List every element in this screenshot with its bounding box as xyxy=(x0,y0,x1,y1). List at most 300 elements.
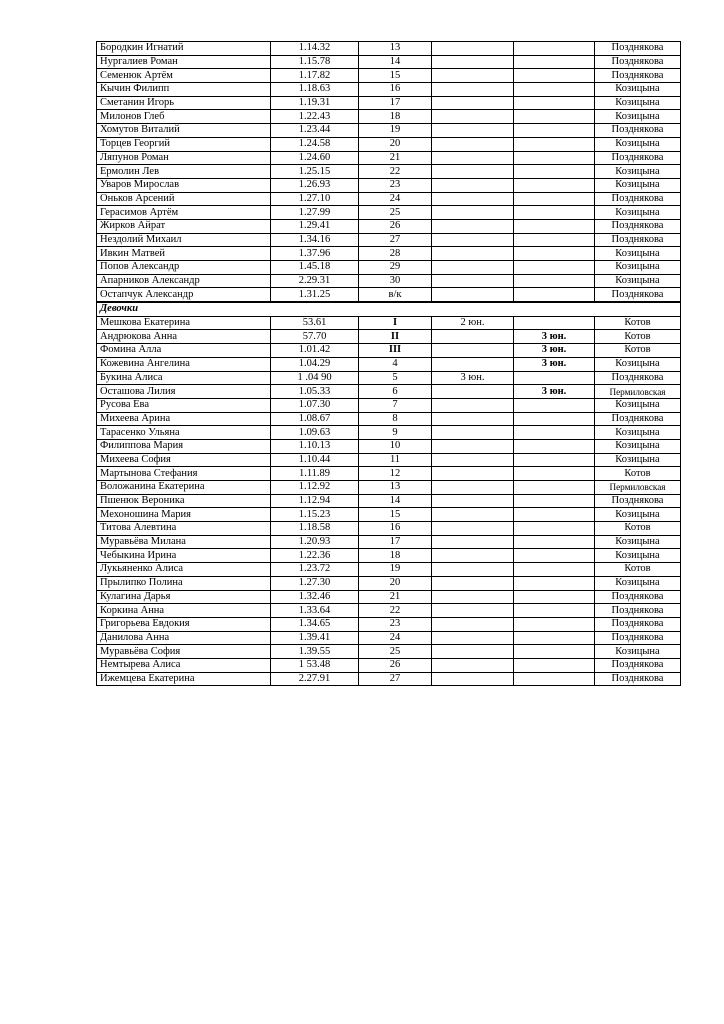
rank-day2-cell xyxy=(514,453,595,467)
coach-cell: Позднякова xyxy=(595,672,681,686)
place-cell: I xyxy=(359,316,432,330)
result-time-cell: 1.32.46 xyxy=(271,590,359,604)
result-time-cell: 1.14.32 xyxy=(271,42,359,56)
result-time-cell: 1.24.60 xyxy=(271,151,359,165)
coach-cell: Позднякова xyxy=(595,288,681,302)
rank-day1-cell xyxy=(432,192,514,206)
athlete-name-cell: Остапчук Александр xyxy=(97,288,271,302)
rank-day1-cell xyxy=(432,357,514,371)
rank-day2-cell: 3 юн. xyxy=(514,344,595,358)
place-cell: 17 xyxy=(359,96,432,110)
place-cell: 24 xyxy=(359,192,432,206)
coach-cell: Козицына xyxy=(595,576,681,590)
table-row xyxy=(97,412,681,426)
table-row xyxy=(97,453,681,467)
rank-day1-cell xyxy=(432,617,514,631)
rank-day2-cell xyxy=(514,274,595,288)
result-time-cell: 1.15.78 xyxy=(271,55,359,69)
result-time-cell: 1.20.93 xyxy=(271,535,359,549)
rank-day1-cell xyxy=(432,576,514,590)
result-time-cell: 2.27.91 xyxy=(271,672,359,686)
place-cell: 25 xyxy=(359,206,432,220)
athlete-name-cell: Чебыкина Ирина xyxy=(97,549,271,563)
place-cell: в/к xyxy=(359,288,432,302)
table-row xyxy=(97,192,681,206)
rank-day2-cell xyxy=(514,124,595,138)
table-row xyxy=(97,467,681,481)
place-cell: 13 xyxy=(359,42,432,56)
section-label: Девочки xyxy=(97,302,681,316)
result-time-cell: 1.37.96 xyxy=(271,247,359,261)
coach-cell: Позднякова xyxy=(595,151,681,165)
rank-day1-cell xyxy=(432,590,514,604)
table-row xyxy=(97,672,681,686)
coach-cell: Котов xyxy=(595,316,681,330)
result-time-cell: 1.22.36 xyxy=(271,549,359,563)
coach-cell: Козицына xyxy=(595,137,681,151)
result-time-cell: 1.45.18 xyxy=(271,261,359,275)
table-row xyxy=(97,617,681,631)
place-cell: 29 xyxy=(359,261,432,275)
place-cell: 20 xyxy=(359,137,432,151)
result-time-cell: 1.27.99 xyxy=(271,206,359,220)
result-time-cell: 1.34.16 xyxy=(271,233,359,247)
place-cell: 5 xyxy=(359,371,432,385)
rank-day2-cell: 3 юн. xyxy=(514,357,595,371)
athlete-name-cell: Коркина Анна xyxy=(97,604,271,618)
result-time-cell: 1.18.63 xyxy=(271,83,359,97)
rank-day2-cell xyxy=(514,439,595,453)
rank-day2-cell xyxy=(514,535,595,549)
result-time-cell: 57.70 xyxy=(271,330,359,344)
athlete-name-cell: Ижемцева Екатерина xyxy=(97,672,271,686)
place-cell: II xyxy=(359,330,432,344)
coach-cell: Позднякова xyxy=(595,233,681,247)
result-time-cell: 1.10.13 xyxy=(271,439,359,453)
table-row xyxy=(97,165,681,179)
athlete-name-cell: Милонов Глеб xyxy=(97,110,271,124)
rank-day1-cell xyxy=(432,110,514,124)
rank-day2-cell xyxy=(514,494,595,508)
rank-day1-cell xyxy=(432,151,514,165)
rank-day2-cell xyxy=(514,247,595,261)
rank-day2-cell xyxy=(514,316,595,330)
coach-cell: Козицына xyxy=(595,645,681,659)
result-time-cell: 1.39.55 xyxy=(271,645,359,659)
result-time-cell: 1.15.23 xyxy=(271,508,359,522)
coach-cell: Козицына xyxy=(595,439,681,453)
coach-cell: Котов xyxy=(595,563,681,577)
athlete-name-cell: Апарников Александр xyxy=(97,274,271,288)
coach-cell: Козицына xyxy=(595,165,681,179)
rank-day2-cell xyxy=(514,69,595,83)
result-time-cell: 1.39.41 xyxy=(271,631,359,645)
rank-day1-cell xyxy=(432,274,514,288)
result-time-cell: 1 .04 90 xyxy=(271,371,359,385)
table-row xyxy=(97,55,681,69)
rank-day1-cell xyxy=(432,178,514,192)
place-cell: 15 xyxy=(359,508,432,522)
table-row xyxy=(97,344,681,358)
place-cell: 6 xyxy=(359,385,432,399)
athlete-name-cell: Букина Алиса xyxy=(97,371,271,385)
rank-day1-cell xyxy=(432,631,514,645)
athlete-name-cell: Кычин Филипп xyxy=(97,83,271,97)
result-time-cell: 1.09.63 xyxy=(271,426,359,440)
place-cell: III xyxy=(359,344,432,358)
place-cell: 23 xyxy=(359,178,432,192)
rank-day1-cell xyxy=(432,426,514,440)
place-cell: 21 xyxy=(359,151,432,165)
rank-day1-cell xyxy=(432,55,514,69)
result-time-cell: 1.25.15 xyxy=(271,165,359,179)
athlete-name-cell: Сметанин Игорь xyxy=(97,96,271,110)
athlete-name-cell: Воложанина Екатерина xyxy=(97,481,271,495)
result-time-cell: 1.08.67 xyxy=(271,412,359,426)
result-time-cell: 1.26.93 xyxy=(271,178,359,192)
table-row xyxy=(97,439,681,453)
coach-cell: Козицына xyxy=(595,535,681,549)
rank-day2-cell xyxy=(514,137,595,151)
rank-day2-cell xyxy=(514,467,595,481)
rank-day2-cell xyxy=(514,645,595,659)
rank-day1-cell xyxy=(432,494,514,508)
table-row xyxy=(97,645,681,659)
rank-day2-cell xyxy=(514,192,595,206)
rank-day1-cell xyxy=(432,522,514,536)
coach-cell: Козицына xyxy=(595,83,681,97)
rank-day1-cell xyxy=(432,385,514,399)
rank-day2-cell xyxy=(514,206,595,220)
table-row xyxy=(97,288,681,302)
rank-day1-cell xyxy=(432,439,514,453)
place-cell: 16 xyxy=(359,83,432,97)
coach-cell: Козицына xyxy=(595,247,681,261)
place-cell: 27 xyxy=(359,233,432,247)
table-row xyxy=(97,357,681,371)
rank-day2-cell xyxy=(514,549,595,563)
place-cell: 19 xyxy=(359,124,432,138)
coach-cell: Козицына xyxy=(595,206,681,220)
rank-day2-cell xyxy=(514,508,595,522)
rank-day2-cell: 3 юн. xyxy=(514,330,595,344)
athlete-name-cell: Муравьёва Милана xyxy=(97,535,271,549)
rank-day2-cell xyxy=(514,412,595,426)
athlete-name-cell: Филиппова Мария xyxy=(97,439,271,453)
rank-day2-cell xyxy=(514,658,595,672)
rank-day2-cell xyxy=(514,178,595,192)
rank-day2-cell xyxy=(514,563,595,577)
place-cell: 15 xyxy=(359,69,432,83)
rank-day1-cell xyxy=(432,508,514,522)
table-row xyxy=(97,371,681,385)
coach-cell: Козицына xyxy=(595,453,681,467)
coach-cell: Козицына xyxy=(595,96,681,110)
result-time-cell: 1.17.82 xyxy=(271,69,359,83)
athlete-name-cell: Попов Александр xyxy=(97,261,271,275)
place-cell: 7 xyxy=(359,398,432,412)
coach-cell: Козицына xyxy=(595,398,681,412)
rank-day1-cell xyxy=(432,206,514,220)
rank-day1-cell xyxy=(432,604,514,618)
table-row xyxy=(97,549,681,563)
table-row xyxy=(97,96,681,110)
coach-cell: Котов xyxy=(595,344,681,358)
table-row xyxy=(97,206,681,220)
athlete-name-cell: Андрюкова Анна xyxy=(97,330,271,344)
athlete-name-cell: Семенюк Артём xyxy=(97,69,271,83)
result-time-cell: 1.12.94 xyxy=(271,494,359,508)
coach-cell: Позднякова xyxy=(595,55,681,69)
place-cell: 10 xyxy=(359,439,432,453)
place-cell: 22 xyxy=(359,604,432,618)
athlete-name-cell: Кулагина Дарья xyxy=(97,590,271,604)
rank-day2-cell xyxy=(514,261,595,275)
table-row xyxy=(97,233,681,247)
table-row xyxy=(97,178,681,192)
coach-cell: Позднякова xyxy=(595,604,681,618)
rank-day1-cell xyxy=(432,672,514,686)
result-time-cell: 1.01.42 xyxy=(271,344,359,358)
athlete-name-cell: Уваров Мирослав xyxy=(97,178,271,192)
rank-day1-cell xyxy=(432,398,514,412)
rank-day1-cell xyxy=(432,658,514,672)
table-row xyxy=(97,219,681,233)
rank-day1-cell xyxy=(432,535,514,549)
rank-day1-cell xyxy=(432,69,514,83)
place-cell: 28 xyxy=(359,247,432,261)
rank-day1-cell xyxy=(432,481,514,495)
rank-day1-cell: 3 юн. xyxy=(432,371,514,385)
table-row xyxy=(97,563,681,577)
rank-day1-cell xyxy=(432,467,514,481)
rank-day1-cell xyxy=(432,247,514,261)
table-row xyxy=(97,151,681,165)
place-cell: 19 xyxy=(359,563,432,577)
rank-day2-cell xyxy=(514,426,595,440)
result-time-cell: 1 53.48 xyxy=(271,658,359,672)
rank-day2-cell xyxy=(514,481,595,495)
athlete-name-cell: Титова Алевтина xyxy=(97,522,271,536)
rank-day2-cell xyxy=(514,371,595,385)
place-cell: 9 xyxy=(359,426,432,440)
coach-cell: Позднякова xyxy=(595,192,681,206)
athlete-name-cell: Ивкин Матвей xyxy=(97,247,271,261)
athlete-name-cell: Михеева София xyxy=(97,453,271,467)
athlete-name-cell: Торцев Георгий xyxy=(97,137,271,151)
coach-cell: Позднякова xyxy=(595,412,681,426)
result-time-cell: 1.31.25 xyxy=(271,288,359,302)
coach-cell: Позднякова xyxy=(595,631,681,645)
rank-day1-cell xyxy=(432,96,514,110)
results-table-body xyxy=(97,42,681,686)
result-time-cell: 1.10.44 xyxy=(271,453,359,467)
rank-day1-cell xyxy=(432,42,514,56)
rank-day1-cell xyxy=(432,83,514,97)
athlete-name-cell: Нургалиев Роман xyxy=(97,55,271,69)
result-time-cell: 1.19.31 xyxy=(271,96,359,110)
athlete-name-cell: Прылипко Полина xyxy=(97,576,271,590)
coach-cell: Позднякова xyxy=(595,371,681,385)
athlete-name-cell: Лукьяненко Алиса xyxy=(97,563,271,577)
place-cell: 18 xyxy=(359,549,432,563)
rank-day2-cell xyxy=(514,590,595,604)
place-cell: 18 xyxy=(359,110,432,124)
rank-day1-cell xyxy=(432,137,514,151)
coach-cell: Котов xyxy=(595,467,681,481)
place-cell: 12 xyxy=(359,467,432,481)
rank-day1-cell xyxy=(432,344,514,358)
athlete-name-cell: Михеева Арина xyxy=(97,412,271,426)
rank-day2-cell xyxy=(514,96,595,110)
place-cell: 14 xyxy=(359,494,432,508)
rank-day1-cell xyxy=(432,412,514,426)
coach-cell: Позднякова xyxy=(595,494,681,508)
coach-cell: Позднякова xyxy=(595,617,681,631)
result-time-cell: 1.27.10 xyxy=(271,192,359,206)
rank-day2-cell xyxy=(514,42,595,56)
place-cell: 4 xyxy=(359,357,432,371)
rank-day2-cell xyxy=(514,55,595,69)
rank-day2-cell xyxy=(514,398,595,412)
place-cell: 16 xyxy=(359,522,432,536)
rank-day1-cell xyxy=(432,261,514,275)
rank-day2-cell xyxy=(514,617,595,631)
rank-day2-cell xyxy=(514,672,595,686)
place-cell: 14 xyxy=(359,55,432,69)
table-row xyxy=(97,508,681,522)
rank-day2-cell xyxy=(514,604,595,618)
place-cell: 13 xyxy=(359,481,432,495)
rank-day2-cell xyxy=(514,83,595,97)
result-time-cell: 1.22.43 xyxy=(271,110,359,124)
athlete-name-cell: Тарасенко Ульяна xyxy=(97,426,271,440)
coach-cell: Пермиловская xyxy=(595,385,681,399)
rank-day1-cell xyxy=(432,233,514,247)
section-header-girls xyxy=(97,302,681,316)
coach-cell: Козицына xyxy=(595,426,681,440)
athlete-name-cell: Немтырева Алиса xyxy=(97,658,271,672)
table-row xyxy=(97,522,681,536)
table-row xyxy=(97,137,681,151)
rank-day2-cell xyxy=(514,110,595,124)
rank-day2-cell xyxy=(514,522,595,536)
athlete-name-cell: Ермолин Лев xyxy=(97,165,271,179)
table-row xyxy=(97,631,681,645)
place-cell: 17 xyxy=(359,535,432,549)
place-cell: 27 xyxy=(359,672,432,686)
result-time-cell: 1.23.72 xyxy=(271,563,359,577)
athlete-name-cell: Муравьёва София xyxy=(97,645,271,659)
table-row xyxy=(97,590,681,604)
athlete-name-cell: Ляпунов Роман xyxy=(97,151,271,165)
place-cell: 25 xyxy=(359,645,432,659)
result-time-cell: 1.05.33 xyxy=(271,385,359,399)
table-row xyxy=(97,316,681,330)
coach-cell: Позднякова xyxy=(595,590,681,604)
table-row xyxy=(97,330,681,344)
coach-cell: Козицына xyxy=(595,178,681,192)
coach-cell: Козицына xyxy=(595,549,681,563)
athlete-name-cell: Фомина Алла xyxy=(97,344,271,358)
table-row xyxy=(97,261,681,275)
table-row xyxy=(97,494,681,508)
rank-day1-cell xyxy=(432,453,514,467)
results-table xyxy=(96,41,681,686)
place-cell: 24 xyxy=(359,631,432,645)
rank-day2-cell xyxy=(514,233,595,247)
athlete-name-cell: Мешкова Екатерина xyxy=(97,316,271,330)
coach-cell: Козицына xyxy=(595,508,681,522)
rank-day1-cell xyxy=(432,549,514,563)
table-row xyxy=(97,398,681,412)
place-cell: 11 xyxy=(359,453,432,467)
rank-day2-cell xyxy=(514,165,595,179)
coach-cell: Козицына xyxy=(595,110,681,124)
coach-cell: Котов xyxy=(595,522,681,536)
table-row xyxy=(97,247,681,261)
table-row xyxy=(97,535,681,549)
athlete-name-cell: Хомутов Виталий xyxy=(97,124,271,138)
rank-day2-cell xyxy=(514,151,595,165)
table-row xyxy=(97,110,681,124)
table-row xyxy=(97,83,681,97)
athlete-name-cell: Григорьева Евдокия xyxy=(97,617,271,631)
athlete-name-cell: Кожевина Ангелина xyxy=(97,357,271,371)
result-time-cell: 1.18.58 xyxy=(271,522,359,536)
result-time-cell: 1.24.58 xyxy=(271,137,359,151)
coach-cell: Позднякова xyxy=(595,219,681,233)
place-cell: 21 xyxy=(359,590,432,604)
coach-cell: Позднякова xyxy=(595,658,681,672)
table-row xyxy=(97,658,681,672)
result-time-cell: 2.29.31 xyxy=(271,274,359,288)
result-time-cell: 1.04.29 xyxy=(271,357,359,371)
coach-cell: Козицына xyxy=(595,357,681,371)
coach-cell: Позднякова xyxy=(595,42,681,56)
place-cell: 22 xyxy=(359,165,432,179)
place-cell: 23 xyxy=(359,617,432,631)
table-row xyxy=(97,69,681,83)
result-time-cell: 1.27.30 xyxy=(271,576,359,590)
athlete-name-cell: Бородкин Игнатий xyxy=(97,42,271,56)
coach-cell: Козицына xyxy=(595,274,681,288)
athlete-name-cell: Осташова Лилия xyxy=(97,385,271,399)
result-time-cell: 1.23.44 xyxy=(271,124,359,138)
table-row xyxy=(97,274,681,288)
athlete-name-cell: Мехоношина Мария xyxy=(97,508,271,522)
coach-cell: Козицына xyxy=(595,261,681,275)
result-time-cell: 1.29.41 xyxy=(271,219,359,233)
athlete-name-cell: Русова Ева xyxy=(97,398,271,412)
athlete-name-cell: Пшенюк Вероника xyxy=(97,494,271,508)
table-row xyxy=(97,385,681,399)
table-row xyxy=(97,426,681,440)
place-cell: 26 xyxy=(359,219,432,233)
athlete-name-cell: Мартынова Стефания xyxy=(97,467,271,481)
result-time-cell: 1.11.89 xyxy=(271,467,359,481)
table-row xyxy=(97,604,681,618)
athlete-name-cell: Герасимов Артём xyxy=(97,206,271,220)
coach-cell: Котов xyxy=(595,330,681,344)
table-row xyxy=(97,576,681,590)
rank-day1-cell xyxy=(432,219,514,233)
place-cell: 30 xyxy=(359,274,432,288)
table-row xyxy=(97,124,681,138)
result-time-cell: 53.61 xyxy=(271,316,359,330)
rank-day1-cell xyxy=(432,563,514,577)
coach-cell: Позднякова xyxy=(595,124,681,138)
